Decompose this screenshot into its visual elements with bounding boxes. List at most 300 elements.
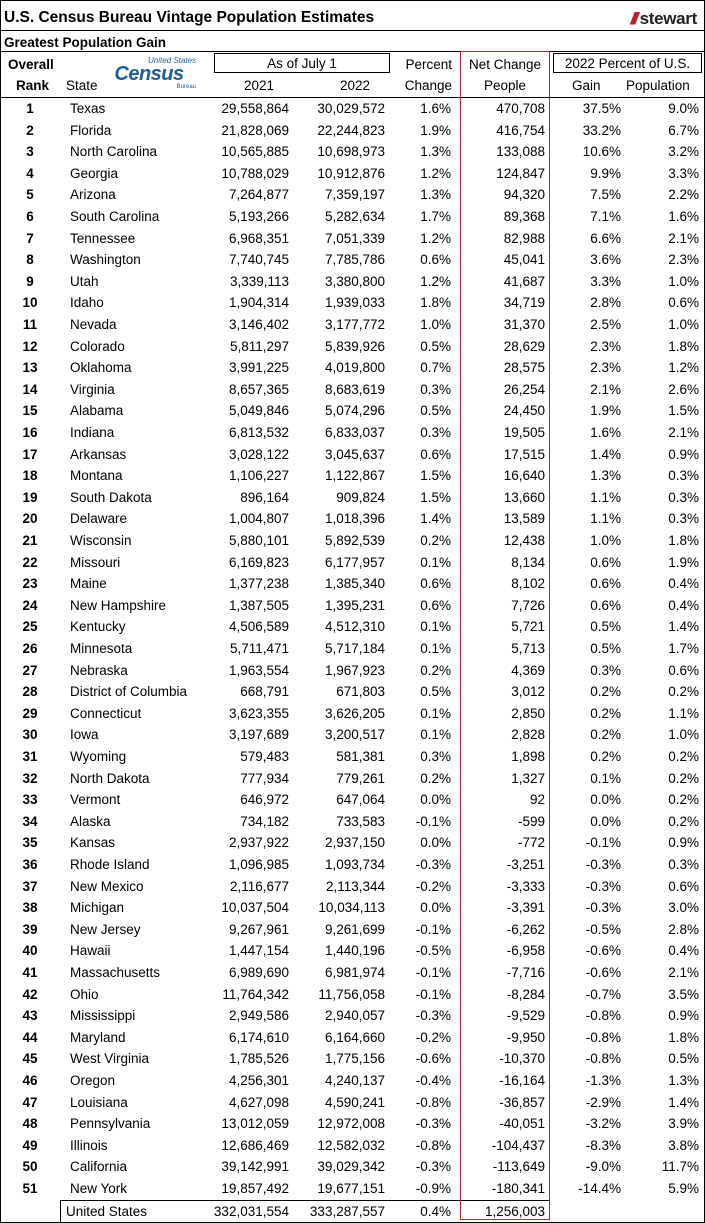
cell-state: Nebraska — [70, 662, 128, 678]
cell-percent-change: 0.5% — [420, 403, 451, 419]
cell-gain-share: -2.9% — [585, 1094, 621, 1110]
header-people: People — [483, 78, 527, 93]
cell-pop-2022: 3,626,205 — [324, 705, 385, 721]
cell-net-change: -6,262 — [506, 921, 545, 937]
cell-population-share: 3.0% — [668, 900, 699, 916]
cell-pop-2022: 3,045,637 — [324, 446, 385, 462]
cell-net-change: 34,719 — [503, 295, 545, 311]
cell-rank: 35 — [22, 835, 38, 851]
cell-pop-2021: 6,989,690 — [228, 965, 289, 980]
cell-gain-share: 1.1% — [590, 511, 621, 527]
cell-pop-2021: 3,991,225 — [228, 360, 289, 376]
cell-pop-2021: 5,811,297 — [229, 338, 289, 354]
cell-percent-change: 0.3% — [420, 749, 451, 764]
cell-state: Nevada — [70, 317, 117, 332]
cell-percent-change: 0.3% — [420, 381, 451, 397]
cell-population-share: 1.2% — [668, 360, 699, 376]
cell-pop-2021: 6,169,823 — [228, 554, 289, 570]
cell-percent-change: 1.3% — [420, 187, 451, 203]
cell-net-change: 24,450 — [503, 403, 545, 419]
cell-state: Montana — [70, 468, 123, 484]
cell-percent-change: 0.2% — [420, 662, 451, 678]
cell-pop-2022: 8,683,619 — [324, 381, 385, 397]
cell-gain-share: -0.5% — [585, 921, 621, 937]
cell-rank: 17 — [22, 446, 38, 462]
table-row — [0, 422, 705, 444]
cell-rank: 24 — [22, 597, 38, 613]
cell-pop-2022: 1,385,340 — [324, 576, 385, 592]
cell-percent-change: 1.2% — [420, 273, 451, 289]
cell-pop-2021: 10,565,885 — [221, 144, 289, 160]
cell-pop-2022: 2,940,057 — [324, 1008, 385, 1024]
cell-state: Indiana — [70, 425, 115, 440]
cell-population-share: 0.3% — [668, 489, 699, 505]
census-logo-main: Census — [114, 63, 184, 85]
table-row — [0, 984, 705, 1006]
cell-pop-2021: 646,972 — [240, 792, 289, 808]
cell-pop-2021: 3,623,355 — [228, 705, 289, 721]
cell-pop-2021: 21,828,069 — [221, 122, 289, 138]
stewart-logo-text: stewart — [639, 9, 697, 28]
cell-rank: 30 — [22, 727, 38, 743]
table-row — [0, 638, 705, 660]
cell-rank: 21 — [22, 533, 38, 548]
table-row — [0, 292, 705, 314]
cell-gain-share: 0.2% — [590, 705, 621, 721]
cell-pop-2021: 1,785,526 — [228, 1051, 289, 1067]
cell-rank: 2 — [26, 122, 34, 138]
table-row — [0, 271, 705, 293]
cell-rank: 41 — [22, 965, 38, 980]
cell-population-share: 6.7% — [668, 122, 699, 138]
census-logo-bottom: Bureau — [176, 84, 196, 90]
cell-gain-share: 2.1% — [590, 381, 621, 397]
cell-gain-share: 0.0% — [590, 813, 621, 829]
cell-population-share: 1.4% — [668, 619, 699, 635]
cell-pop-2022: 10,698,973 — [317, 144, 385, 160]
cell-state: North Carolina — [70, 144, 158, 160]
cell-population-share: 11.7% — [661, 1159, 699, 1175]
cell-net-change: 5,713 — [511, 641, 545, 656]
header-population: Population — [626, 78, 690, 93]
cell-pop-2022: 6,177,957 — [324, 554, 385, 570]
cell-net-change: 8,102 — [511, 576, 545, 592]
cell-rank: 18 — [22, 468, 38, 484]
table-row — [0, 940, 705, 962]
cell-state: Delaware — [70, 511, 128, 527]
cell-pop-2021: 4,627,098 — [228, 1094, 289, 1110]
table-row — [0, 1005, 705, 1027]
table-row — [0, 508, 705, 530]
cell-rank: 5 — [26, 187, 34, 203]
cell-rank: 3 — [26, 144, 34, 160]
cell-population-share: 1.7% — [668, 641, 699, 656]
cell-rank: 46 — [22, 1073, 38, 1088]
cell-percent-change: -0.6% — [415, 1051, 451, 1067]
cell-rank: 26 — [22, 641, 38, 656]
cell-gain-share: 3.6% — [590, 252, 621, 268]
cell-population-share: 0.2% — [668, 770, 699, 786]
cell-percent-change: 0.1% — [420, 705, 451, 721]
cell-percent-change: -0.3% — [415, 857, 451, 872]
cell-net-change: -113,649 — [492, 1159, 545, 1175]
cell-gain-share: 0.5% — [590, 619, 621, 635]
cell-population-share: 0.4% — [668, 943, 699, 959]
cell-pop-2022: 4,019,800 — [324, 360, 385, 376]
cell-net-change: 2,828 — [511, 727, 545, 743]
cell-percent-change: 0.7% — [420, 360, 451, 376]
cell-rank: 32 — [22, 770, 38, 786]
table-row — [0, 1070, 705, 1092]
cell-percent-change: 0.0% — [420, 900, 451, 916]
table-row — [0, 400, 705, 422]
cell-pop-2021: 9,267,961 — [228, 921, 289, 937]
cell-pop-2022: 30,029,572 — [317, 101, 385, 116]
cell-state: Pennsylvania — [70, 1116, 151, 1132]
table-row — [0, 552, 705, 574]
header-net-change: Net Change — [468, 57, 542, 72]
cell-state: Ohio — [70, 986, 99, 1002]
cell-pop-2021: 3,197,689 — [228, 727, 289, 743]
cell-gain-share: 0.2% — [590, 749, 621, 764]
cell-gain-share: 2.8% — [590, 295, 621, 311]
header-as-of: As of July 1 — [267, 56, 337, 71]
cell-pop-2022: 1,093,734 — [324, 857, 385, 872]
cell-pop-2022: 1,395,231 — [324, 597, 385, 613]
cell-gain-share: 33.2% — [582, 122, 621, 138]
cell-pop-2022: 1,122,867 — [324, 468, 385, 484]
cell-net-change: 28,575 — [503, 360, 545, 376]
cell-percent-change: -0.1% — [415, 813, 451, 829]
cell-pop-2022: 12,582,032 — [317, 1137, 385, 1153]
cell-rank: 33 — [22, 792, 38, 808]
cell-pop-2022: 2,937,150 — [324, 835, 385, 851]
cell-pop-2022: 1,939,033 — [324, 295, 385, 311]
cell-pop-2021: 2,949,586 — [228, 1008, 289, 1024]
cell-gain-share: 37.5% — [582, 101, 621, 116]
cell-percent-change: -0.5% — [415, 943, 451, 959]
cell-rank: 28 — [22, 684, 38, 700]
cell-pop-2022: 1,775,156 — [324, 1051, 385, 1067]
cell-rank: 34 — [22, 813, 38, 829]
cell-rank: 42 — [22, 986, 38, 1002]
cell-state: New York — [70, 1181, 128, 1196]
cell-pop-2022: 22,244,823 — [317, 122, 385, 138]
cell-net-change: -3,251 — [506, 857, 545, 872]
cell-state: Alaska — [70, 813, 111, 829]
table-row — [0, 876, 705, 898]
cell-state: Florida — [70, 122, 112, 138]
cell-net-change: -3,333 — [506, 878, 545, 894]
cell-rank: 20 — [22, 511, 38, 527]
cell-population-share: 0.9% — [668, 446, 699, 462]
cell-population-share: 2.6% — [668, 381, 699, 397]
cell-net-change: 12,438 — [503, 533, 545, 548]
cell-pop-2022: 3,380,800 — [324, 273, 385, 289]
cell-population-share: 0.6% — [668, 662, 699, 678]
cell-population-share: 0.3% — [668, 468, 699, 484]
cell-percent-change: 1.6% — [420, 101, 451, 116]
cell-pop-2021: 1,447,154 — [228, 943, 289, 959]
cell-state: Massachusetts — [70, 965, 161, 980]
cell-net-change: 1,898 — [511, 749, 545, 764]
cell-rank: 45 — [22, 1051, 38, 1067]
cell-state: Oklahoma — [70, 360, 132, 376]
cell-percent-change: -0.2% — [415, 878, 451, 894]
cell-population-share: 1.3% — [668, 1073, 699, 1088]
cell-population-share: 0.6% — [668, 878, 699, 894]
cell-state: North Dakota — [70, 770, 150, 786]
table-row — [0, 616, 705, 638]
cell-pop-2022: 647,064 — [336, 792, 385, 808]
table-row — [0, 768, 705, 790]
cell-state: Alabama — [70, 403, 124, 419]
cell-percent-change: -0.3% — [415, 1008, 451, 1024]
cell-pop-2021: 1,004,807 — [228, 511, 289, 527]
cell-gain-share: 0.0% — [590, 792, 621, 808]
cell-population-share: 1.9% — [668, 554, 699, 570]
cell-population-share: 3.8% — [668, 1137, 699, 1153]
cell-pop-2022: 7,051,339 — [324, 230, 385, 246]
table-row — [0, 336, 705, 358]
table-row — [0, 832, 705, 854]
cell-gain-share: 2.3% — [590, 338, 621, 354]
page-title: U.S. Census Bureau Vintage Population Estimates — [4, 9, 375, 26]
cell-gain-share: 0.2% — [590, 684, 621, 700]
cell-net-change: 45,041 — [503, 252, 545, 268]
cell-net-change: -40,051 — [499, 1116, 545, 1132]
table-row — [0, 789, 705, 811]
cell-pop-2021: 4,256,301 — [228, 1073, 289, 1088]
cell-net-change: 16,640 — [503, 468, 545, 484]
cell-pop-2022: 779,261 — [336, 770, 385, 786]
cell-state: Virginia — [70, 381, 115, 397]
cell-pop-2021: 2,116,677 — [229, 878, 289, 894]
cell-net-change: 2,850 — [511, 705, 545, 721]
table-row — [0, 854, 705, 876]
cell-net-change: -9,950 — [506, 1029, 545, 1045]
cell-state: Rhode Island — [70, 857, 150, 872]
cell-pop-2022: 4,512,310 — [324, 619, 385, 635]
cell-pop-2022: 3,200,517 — [324, 727, 385, 743]
cell-rank: 44 — [22, 1029, 38, 1045]
cell-population-share: 0.9% — [668, 1008, 699, 1024]
cell-net-change: 4,369 — [511, 662, 545, 678]
table-row — [0, 1113, 705, 1135]
cell-pop-2021: 3,028,122 — [228, 446, 289, 462]
table-row — [0, 249, 705, 271]
table-row — [0, 357, 705, 379]
cell-state: Oregon — [70, 1073, 116, 1088]
cell-rank: 10 — [22, 295, 38, 311]
table-row — [0, 1092, 705, 1114]
table-row — [0, 530, 705, 552]
total-row — [0, 1201, 705, 1223]
cell-pop-2022: 10,034,113 — [318, 900, 385, 916]
table-row — [0, 897, 705, 919]
cell-percent-change: 0.6% — [420, 576, 451, 592]
cell-percent-change: 0.1% — [420, 641, 451, 656]
cell-net-change: 31,370 — [503, 317, 545, 332]
table-row — [0, 379, 705, 401]
cell-gain-share: -9.0% — [585, 1159, 621, 1175]
cell-percent-change: 0.1% — [420, 727, 451, 743]
cell-pop-2022: 6,833,037 — [324, 425, 385, 440]
cell-net-change: -36,857 — [499, 1094, 545, 1110]
table-row — [0, 660, 705, 682]
cell-state: District of Columbia — [70, 684, 188, 700]
cell-net-change: 17,515 — [503, 446, 545, 462]
cell-rank: 23 — [22, 576, 38, 592]
cell-rank: 51 — [22, 1181, 38, 1196]
cell-population-share: 1.8% — [668, 533, 699, 548]
cell-population-share: 2.3% — [668, 252, 699, 268]
cell-gain-share: 0.6% — [590, 576, 621, 592]
table-row — [0, 98, 705, 120]
cell-population-share: 3.3% — [668, 165, 699, 181]
cell-net-change: 19,505 — [503, 425, 545, 440]
cell-state: West Virginia — [70, 1051, 150, 1067]
cell-gain-share: 6.6% — [590, 230, 621, 246]
cell-pop-2021: 7,740,745 — [228, 252, 289, 268]
cell-population-share: 1.1% — [668, 705, 699, 721]
cell-pop-2022: 3,177,772 — [324, 317, 385, 332]
cell-pop-2021: 1,963,554 — [228, 662, 289, 678]
cell-population-share: 2.2% — [668, 187, 699, 203]
cell-percent-change: 0.0% — [420, 792, 451, 808]
table-row — [0, 314, 705, 336]
cell-state: Tennessee — [70, 230, 136, 246]
cell-pop-2022: 5,074,296 — [324, 403, 385, 419]
cell-rank: 8 — [26, 252, 34, 268]
cell-state: Georgia — [70, 165, 119, 181]
cell-percent-change: 0.6% — [420, 597, 451, 613]
cell-pop-2022: 19,677,151 — [317, 1181, 385, 1196]
cell-pop-2021: 13,012,059 — [221, 1116, 289, 1132]
cell-state: South Dakota — [70, 489, 152, 505]
table-row — [0, 228, 705, 250]
cell-population-share: 0.9% — [668, 835, 699, 851]
cell-state: Arizona — [70, 187, 116, 203]
cell-rank: 27 — [22, 662, 38, 678]
cell-percent-change: 1.8% — [420, 295, 451, 311]
cell-population-share: 0.4% — [668, 597, 699, 613]
census-bureau-logo — [102, 56, 196, 91]
cell-pop-2022: 6,164,660 — [324, 1029, 385, 1045]
cell-state: Connecticut — [70, 705, 142, 721]
cell-rank: 47 — [22, 1094, 38, 1110]
cell-state: Utah — [70, 273, 99, 289]
table-row — [0, 1156, 705, 1178]
cell-net-change: 26,254 — [503, 381, 545, 397]
cell-rank: 16 — [22, 425, 38, 440]
total-pop-2021: 332,031,554 — [213, 1204, 289, 1219]
cell-pop-2021: 896,164 — [240, 489, 289, 505]
cell-gain-share: 7.5% — [590, 187, 621, 203]
cell-percent-change: -0.4% — [415, 1073, 451, 1088]
cell-gain-share: 0.6% — [590, 554, 621, 570]
cell-gain-share: -3.2% — [585, 1116, 621, 1132]
cell-rank: 7 — [26, 230, 34, 246]
cell-rank: 48 — [22, 1116, 38, 1132]
cell-pop-2022: 5,282,634 — [324, 209, 385, 224]
cell-population-share: 1.0% — [668, 727, 699, 743]
cell-rank: 6 — [26, 209, 34, 224]
table-row — [0, 746, 705, 768]
cell-pop-2022: 5,717,184 — [324, 641, 385, 656]
cell-net-change: -772 — [517, 835, 545, 851]
cell-rank: 36 — [22, 857, 38, 872]
cell-pop-2022: 733,583 — [336, 813, 385, 829]
cell-gain-share: 0.3% — [590, 662, 621, 678]
subtitle-divider — [0, 51, 705, 52]
cell-percent-change: 0.2% — [420, 770, 451, 786]
cell-gain-share: 1.6% — [590, 425, 621, 440]
cell-pop-2022: 1,018,396 — [324, 511, 385, 527]
cell-population-share: 5.9% — [668, 1181, 699, 1196]
table-row — [0, 444, 705, 466]
stewart-logo — [630, 9, 697, 29]
cell-pop-2021: 19,857,492 — [221, 1181, 289, 1196]
cell-pop-2022: 1,440,196 — [324, 943, 385, 959]
cell-state: South Carolina — [70, 209, 160, 224]
cell-percent-change: 0.5% — [420, 338, 451, 354]
cell-state: Kentucky — [70, 619, 126, 635]
cell-net-change: -104,437 — [491, 1137, 545, 1153]
cell-gain-share: 9.9% — [590, 165, 621, 181]
header-2022: 2022 — [340, 78, 371, 93]
cell-pop-2021: 4,506,589 — [228, 619, 289, 635]
cell-pop-2021: 6,813,532 — [228, 425, 289, 440]
cell-rank: 22 — [22, 554, 38, 570]
cell-net-change: 416,754 — [496, 122, 545, 138]
table-row — [0, 811, 705, 833]
cell-net-change: 41,687 — [503, 273, 545, 289]
cell-rank: 31 — [22, 749, 38, 764]
cell-gain-share: 3.3% — [590, 273, 621, 289]
cell-pop-2021: 29,558,864 — [221, 101, 289, 116]
cell-percent-change: -0.9% — [415, 1181, 451, 1196]
cell-net-change: 7,726 — [511, 597, 545, 613]
cell-percent-change: 0.6% — [420, 252, 451, 268]
cell-pop-2021: 10,788,029 — [221, 165, 289, 181]
cell-pop-2021: 12,686,469 — [221, 1137, 289, 1153]
cell-population-share: 3.9% — [668, 1116, 699, 1132]
cell-rank: 13 — [22, 360, 38, 376]
cell-gain-share: 2.5% — [590, 317, 621, 332]
cell-gain-share: -8.3% — [585, 1137, 621, 1153]
total-percent-change: 0.4% — [420, 1204, 451, 1219]
cell-percent-change: -0.1% — [415, 921, 451, 937]
cell-net-change: 1,327 — [511, 770, 545, 786]
cell-rank: 38 — [22, 900, 38, 916]
cell-gain-share: 1.0% — [590, 533, 621, 548]
cell-rank: 14 — [22, 381, 38, 397]
total-state: United States — [66, 1204, 148, 1219]
cell-gain-share: -0.8% — [585, 1029, 621, 1045]
cell-state: Wyoming — [70, 749, 127, 764]
header-pct-us: 2022 Percent of U.S. — [564, 56, 691, 71]
cell-state: Kansas — [70, 835, 116, 851]
cell-net-change: 133,088 — [496, 144, 545, 160]
cell-rank: 15 — [22, 403, 38, 419]
cell-population-share: 1.0% — [668, 317, 699, 332]
cell-rank: 12 — [22, 338, 38, 354]
cell-pop-2021: 3,339,113 — [229, 273, 289, 289]
cell-pop-2022: 2,113,344 — [325, 878, 385, 894]
cell-gain-share: -0.8% — [585, 1051, 621, 1067]
cell-gain-share: -0.1% — [585, 835, 621, 851]
